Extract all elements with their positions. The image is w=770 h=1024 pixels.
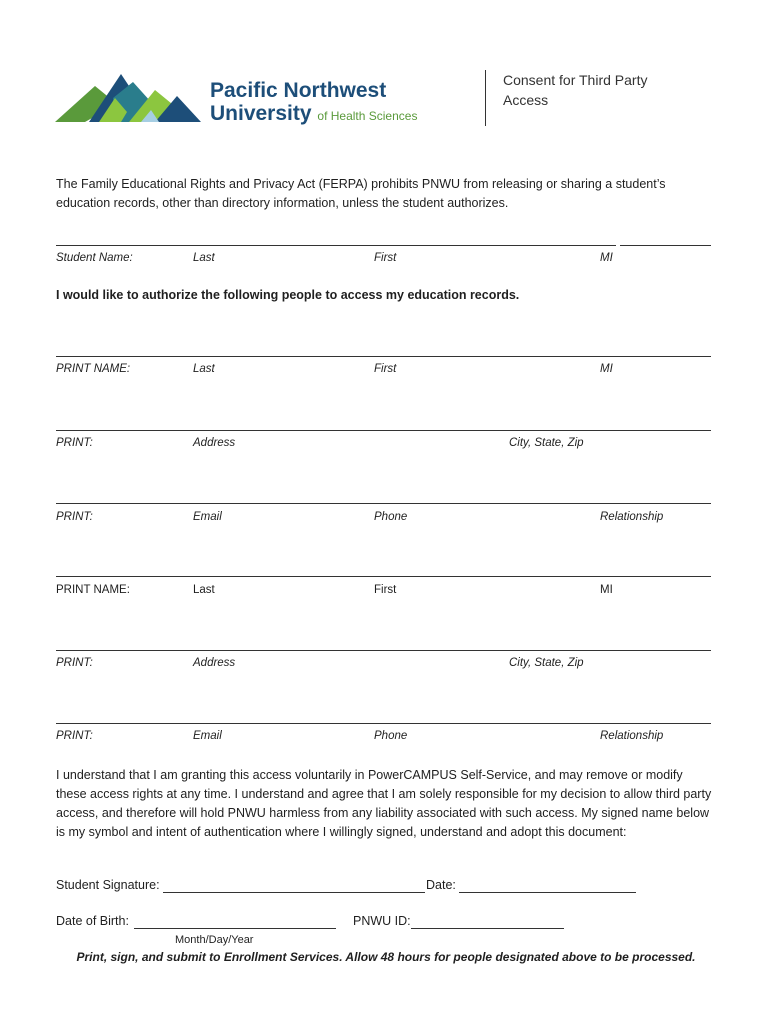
person2-address-print-label: PRINT: — [56, 657, 93, 669]
person2-city-label: City, State, Zip — [509, 657, 584, 669]
dob-line[interactable] — [134, 928, 336, 929]
student-signature-line[interactable] — [163, 892, 425, 893]
agreement-paragraph: I understand that I am granting this access voluntarily in PowerCAMPUS Self-Service, and may remove or modify these access rights at any time. I understand and agree that I am solely responsible for my decision to allow third party access, and therefore will hold PNWU harmless from any liability associated with such access. My signed name below is my symbol and intent of authentication where I willingly signed, understand and adopt this document: — [56, 768, 712, 839]
submission-instructions: Print, sign, and submit to Enrollment Services. Allow 48 hours for people designated above to be processed. — [76, 950, 696, 964]
person1-name-label: PRINT NAME: — [56, 363, 131, 375]
person1-address-label: Address — [193, 437, 236, 449]
pnwu-id-label: PNWU ID: — [353, 914, 411, 928]
form-title: Consent for Third Party Access — [503, 72, 648, 108]
date-label: Date: — [426, 878, 456, 892]
person2-address-label: Address — [193, 657, 236, 669]
logo-subtitle — [210, 102, 417, 128]
dob-format-hint: Month/Day/Year — [175, 934, 254, 946]
person2-email-label: Email — [193, 730, 222, 742]
person1-relationship-label: Relationship — [600, 511, 664, 523]
student-first-label: First — [374, 252, 397, 264]
university-logo-mark — [55, 68, 205, 124]
person1-last-label: Last — [193, 363, 215, 375]
person2-last-label: Last — [193, 584, 215, 596]
person1-address-print-label: PRINT: — [56, 437, 93, 449]
student-signature-label: Student Signature: — [56, 878, 160, 892]
person1-phone-label: Phone — [374, 511, 408, 523]
student-name-line[interactable] — [56, 245, 616, 246]
person2-address-line[interactable] — [56, 650, 711, 651]
person1-email-label: Email — [193, 511, 222, 523]
person1-city-label: City, State, Zip — [509, 437, 584, 449]
student-last-label: Last — [193, 252, 215, 264]
logo-health-sciences: of Health Sciences — [317, 109, 418, 123]
person2-phone-label: Phone — [374, 730, 408, 742]
person1-name-line[interactable] — [56, 356, 711, 357]
person2-relationship-label: Relationship — [600, 730, 664, 742]
dob-label: Date of Birth: — [56, 914, 129, 928]
person2-contact-print-label: PRINT: — [56, 730, 93, 742]
authorize-heading: I would like to authorize the following people to access my education records. — [56, 288, 520, 302]
person2-name-line[interactable] — [56, 576, 711, 577]
logo-title: Pacific Northwest — [210, 79, 387, 102]
person2-name-label: PRINT NAME: — [56, 584, 130, 596]
person1-contact-line[interactable] — [56, 503, 711, 504]
person2-mi-label: MI — [600, 584, 613, 596]
date-line[interactable] — [459, 892, 636, 893]
intro-paragraph: The Family Educational Rights and Privacy Act (FERPA) prohibits PNWU from releasing or sharing a student’s education records, other than directory information, unless the student authorizes. — [56, 177, 666, 210]
logo-university: University — [210, 102, 312, 125]
person2-contact-line[interactable] — [56, 723, 711, 724]
student-mi-line[interactable] — [620, 245, 711, 246]
person1-mi-label: MI — [600, 363, 613, 375]
pnwu-id-line[interactable] — [411, 928, 564, 929]
person1-address-line[interactable] — [56, 430, 711, 431]
person1-first-label: First — [374, 363, 397, 375]
person1-contact-print-label: PRINT: — [56, 511, 93, 523]
student-name-label: Student Name: — [56, 252, 133, 264]
person2-first-label: First — [374, 584, 397, 596]
student-mi-label: MI — [600, 252, 613, 264]
header-divider — [485, 70, 486, 126]
